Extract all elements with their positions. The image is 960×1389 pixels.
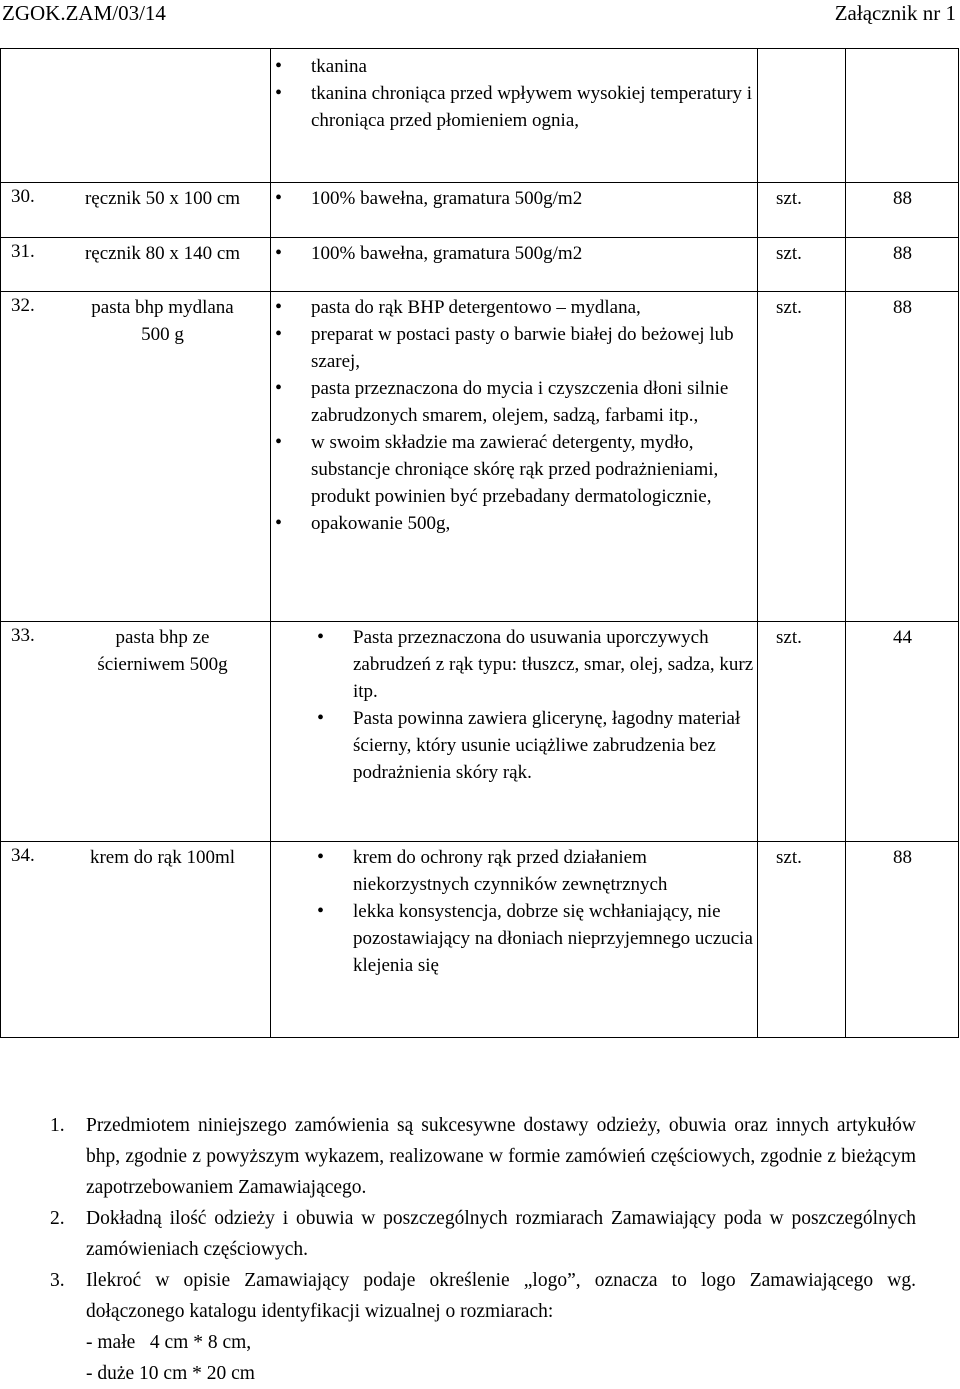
name-cell <box>1 622 271 842</box>
list-item: • preparat w postaci pasty o barwie białej do beżowej lub szarej, <box>311 321 757 375</box>
list-item: • pasta przeznaczona do mycia i czyszczenia dłoni silnie zabrudzonych smarem, olejem, sadzą, farbami itp., <box>311 375 757 429</box>
logo-size-large: - duże 10 cm * 20 cm <box>86 1363 255 1384</box>
description-cell <box>271 49 758 183</box>
row-number: 32. <box>11 295 35 316</box>
table-row <box>1 49 959 183</box>
description-list <box>271 53 757 134</box>
list-item: • 100% bawełna, gramatura 500g/m2 <box>311 185 757 212</box>
list-item: • pasta do rąk BHP detergentowo – mydlana, <box>311 294 757 321</box>
list-item: • tkanina chroniąca przed wpływem wysokiej temperatury i chroniąca przed płomieniem ognia, <box>311 80 757 134</box>
quantity-cell: 88 <box>846 238 959 292</box>
quantity-cell <box>846 49 959 183</box>
table-row <box>1 238 959 292</box>
list-item: • tkanina <box>311 53 757 80</box>
attachment-label: Załącznik nr 1 <box>834 1 956 25</box>
row-number: 30. <box>11 186 35 207</box>
description-list <box>271 240 757 267</box>
unit-cell: szt. <box>758 622 846 842</box>
list-item: • 100% bawełna, gramatura 500g/m2 <box>311 240 757 267</box>
description-list <box>271 844 757 979</box>
page-header <box>0 0 960 28</box>
table-row <box>1 842 959 1038</box>
list-item: • lekka konsystencja, dobrze się wchłaniający, nie pozostawiający na dłoniach nieprzyjemnego uczucia klejenia się <box>353 898 757 979</box>
list-item: • opakowanie 500g, <box>311 510 757 537</box>
name-cell <box>1 842 271 1038</box>
description-cell <box>271 238 758 292</box>
unit-cell: szt. <box>758 183 846 238</box>
list-item: • krem do ochrony rąk przed działaniem niekorzystnych czynników zewnętrznych <box>353 844 757 898</box>
description-cell <box>271 622 758 842</box>
unit-cell: szt. <box>758 238 846 292</box>
note-number: 2. <box>50 1208 65 1229</box>
note-text: Ilekroć w opisie Zamawiający podaje określenie „logo”, oznacza to logo Zamawiającego wg. dołączonego katalogu identyfikacji wizualnej o rozmiarach: <box>86 1270 916 1322</box>
item-name: pasta bhp mydlana 500 g <box>91 297 234 345</box>
name-cell <box>1 292 271 622</box>
items-table <box>0 48 959 1038</box>
table-row <box>1 622 959 842</box>
notes-section <box>48 1110 916 1389</box>
description-cell <box>271 183 758 238</box>
document-reference: ZGOK.ZAM/03/14 <box>2 1 166 25</box>
description-list <box>271 294 757 537</box>
item-name: krem do rąk 100ml <box>89 847 236 868</box>
unit-cell: szt. <box>758 292 846 622</box>
table-row <box>1 292 959 622</box>
item-name: ręcznik 50 x 100 cm <box>84 188 241 209</box>
note-item <box>48 1110 916 1203</box>
row-number: 31. <box>11 241 35 262</box>
table-row <box>1 183 959 238</box>
quantity-cell: 88 <box>846 292 959 622</box>
note-item <box>48 1203 916 1265</box>
row-number: 34. <box>11 845 35 866</box>
item-name: pasta bhp ze ścierniwem 500g <box>97 627 228 675</box>
quantity-cell: 88 <box>846 183 959 238</box>
list-item: • Pasta przeznaczona do usuwania uporczywych zabrudzeń z rąk typu: tłuszcz, smar, olej, sadza, kurz itp. <box>353 624 757 705</box>
note-number: 3. <box>50 1270 65 1291</box>
unit-cell: szt. <box>758 842 846 1038</box>
logo-size-small: - małe 4 cm * 8 cm, <box>86 1332 252 1353</box>
quantity-cell: 88 <box>846 842 959 1038</box>
list-item: • w swoim składzie ma zawierać detergenty, mydło, substancje chroniące skórę rąk przed podrażnieniami, produkt powinien być przebadany dermatologicznie, <box>311 429 757 510</box>
name-cell <box>1 49 271 183</box>
name-cell <box>1 183 271 238</box>
description-list <box>271 624 757 786</box>
name-cell <box>1 238 271 292</box>
note-number: 1. <box>50 1115 65 1136</box>
note-text: Przedmiotem niniejszego zamówienia są sukcesywne dostawy odzieży, obuwia oraz innych artykułów bhp, zgodnie z powyższym wykazem, realizowane w formie zamówień częściowych, zgodnie z bieżącym zapotrzebowaniem Zamawiającego. <box>86 1115 916 1198</box>
unit-cell <box>758 49 846 183</box>
description-cell <box>271 842 758 1038</box>
note-text: Dokładną ilość odzieży i obuwia w poszczególnych rozmiarach Zamawiający poda w poszczególnych zamówieniach częściowych. <box>86 1208 916 1260</box>
quantity-cell: 44 <box>846 622 959 842</box>
item-name: ręcznik 80 x 140 cm <box>84 243 241 264</box>
note-item <box>48 1265 916 1327</box>
row-number: 33. <box>11 625 35 646</box>
description-list <box>271 185 757 212</box>
description-cell <box>271 292 758 622</box>
list-item: • Pasta powinna zawiera glicerynę, łagodny materiał ścierny, który usunie uciążliwe zabrudzenia bez podrażnienia skóry rąk. <box>353 705 757 786</box>
